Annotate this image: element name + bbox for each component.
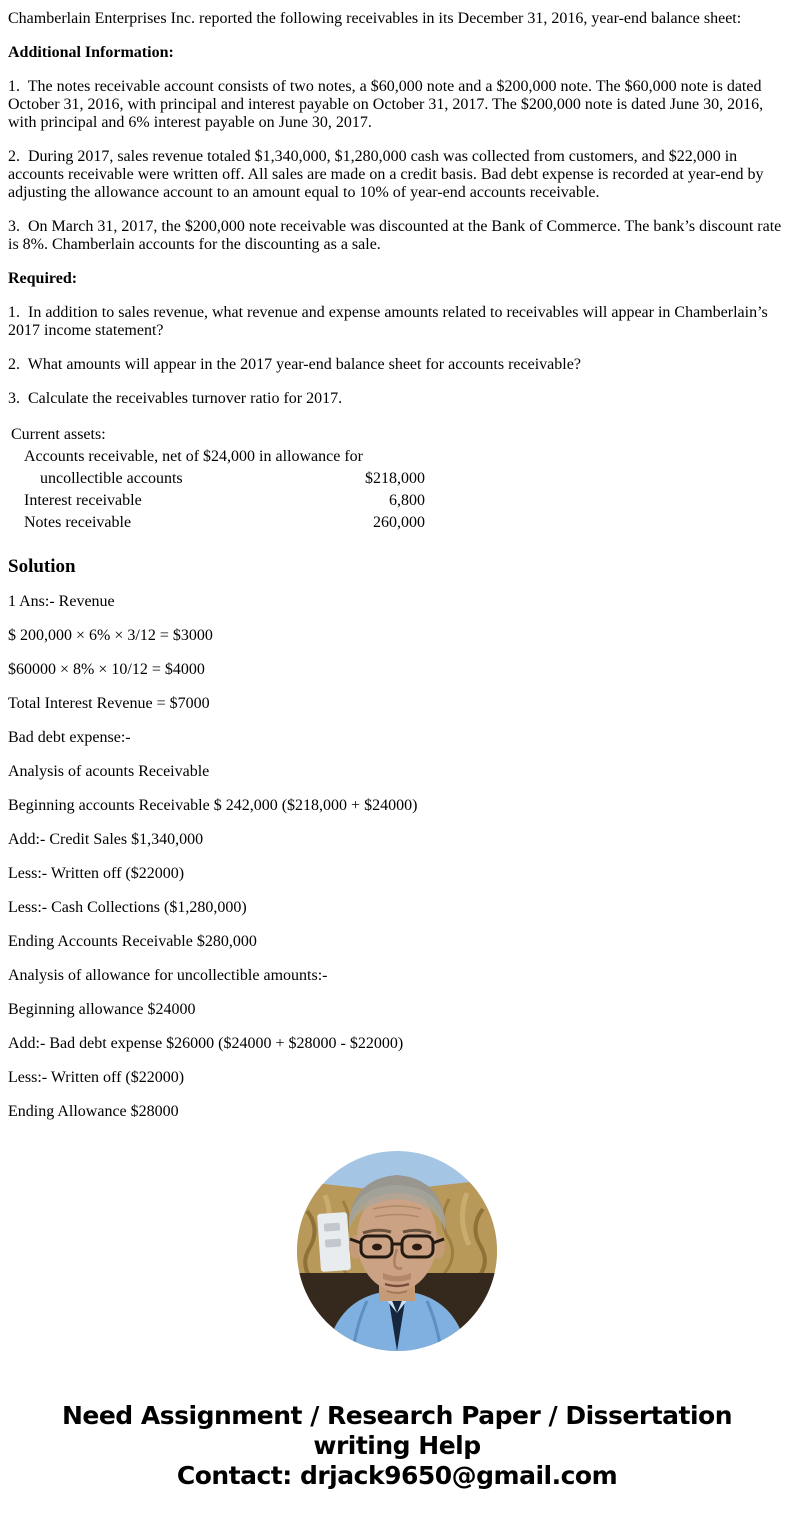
additional-info-item-3: 3. On March 31, 2017, the $200,000 note receivable was discounted at the Bank of Commerce. The bank’s discount rate is 8%. Chamberlain accounts for the discounting as a sale. bbox=[8, 218, 786, 253]
balance-sheet-row bbox=[8, 490, 425, 512]
balance-sheet-label: uncollectible accounts bbox=[40, 470, 183, 487]
solution-line: Beginning accounts Receivable $ 242,000 ($218,000 + $24000) bbox=[8, 797, 418, 814]
balance-sheet-value: 260,000 bbox=[373, 514, 425, 531]
solution-line: Ending Allowance $28000 bbox=[8, 1103, 179, 1120]
tutor-photo-image bbox=[297, 1151, 497, 1351]
solution-line: $ 200,000 × 6% × 3/12 = $3000 bbox=[8, 627, 213, 644]
solution-line: Add:- Credit Sales $1,340,000 bbox=[8, 831, 204, 848]
balance-sheet-label: Notes receivable bbox=[24, 514, 132, 531]
footer-line-1: Need Assignment / Research Paper / Dissertation bbox=[61, 1401, 733, 1430]
additional-info-item-1: 1. The notes receivable account consists of two notes, a $60,000 note and a $200,000 note. The $60,000 note is dated October 31, 2016, with principal and interest payable on October 31, 2017. The $200,000 note is dated June 30, 2016, with principal and 6% interest payable on June 30, 2017. bbox=[8, 78, 768, 131]
solution-line: Analysis of acounts Receivable bbox=[8, 763, 210, 780]
solution-line: Ending Accounts Receivable $280,000 bbox=[8, 933, 257, 950]
balance-sheet-row bbox=[8, 468, 425, 490]
required-heading: Required: bbox=[8, 270, 78, 287]
balance-sheet-row bbox=[8, 446, 425, 468]
additional-info-heading: Additional Information: bbox=[8, 44, 174, 61]
balance-sheet-row bbox=[8, 424, 425, 446]
balance-sheet-label: Current assets: bbox=[11, 426, 106, 443]
solution-line: Beginning allowance $24000 bbox=[8, 1001, 196, 1018]
balance-sheet-value: $218,000 bbox=[365, 470, 425, 487]
tutor-photo bbox=[297, 1151, 497, 1351]
balance-sheet-label: Interest receivable bbox=[24, 492, 142, 509]
intro-text: Chamberlain Enterprises Inc. reported the following receivables in its December 31, 2016, year-end balance sheet: bbox=[8, 10, 742, 27]
solution-line: Analysis of allowance for uncollectible amounts:- bbox=[8, 967, 328, 984]
solution-line: $60000 × 8% × 10/12 = $4000 bbox=[8, 661, 205, 678]
balance-sheet-label: Accounts receivable, net of $24,000 in allowance for bbox=[24, 448, 363, 465]
solution-line: Add:- Bad debt expense $26000 ($24000 + $28000 - $22000) bbox=[8, 1035, 404, 1052]
required-item-1: 1. In addition to sales revenue, what revenue and expense amounts related to receivables will appear in Chamberlain’s 2017 income statement? bbox=[8, 304, 772, 339]
balance-sheet-row bbox=[8, 512, 425, 534]
solution-line: Less:- Written off ($22000) bbox=[8, 1069, 185, 1086]
solution-line: Less:- Written off ($22000) bbox=[8, 865, 185, 882]
footer-line-3: Contact: drjack9650@gmail.com bbox=[176, 1461, 618, 1490]
additional-info-item-2: 2. During 2017, sales revenue totaled $1,340,000, $1,280,000 cash was collected from customers, and $22,000 in accounts receivable were written off. All sales are made on a credit basis. Bad debt expense is recorded at year-end by adjusting the allowance account to an amount equal to 10% of year-end accounts receivable. bbox=[8, 148, 768, 201]
required-item-2: 2. What amounts will appear in the 2017 year-end balance sheet for accounts receivable? bbox=[8, 356, 581, 373]
required-item-3: 3. Calculate the receivables turnover ratio for 2017. bbox=[8, 390, 343, 407]
solution-line: Total Interest Revenue = $7000 bbox=[8, 695, 210, 712]
footer-line-2: writing Help bbox=[313, 1431, 481, 1460]
solution-line: 1 Ans:- Revenue bbox=[8, 593, 115, 610]
solution-heading: Solution bbox=[8, 556, 76, 577]
balance-sheet-value: 6,800 bbox=[389, 492, 425, 509]
solution-line: Less:- Cash Collections ($1,280,000) bbox=[8, 899, 247, 916]
balance-sheet-excerpt bbox=[8, 424, 425, 534]
solution-line: Bad debt expense:- bbox=[8, 729, 131, 746]
footer-banner bbox=[0, 1401, 794, 1491]
